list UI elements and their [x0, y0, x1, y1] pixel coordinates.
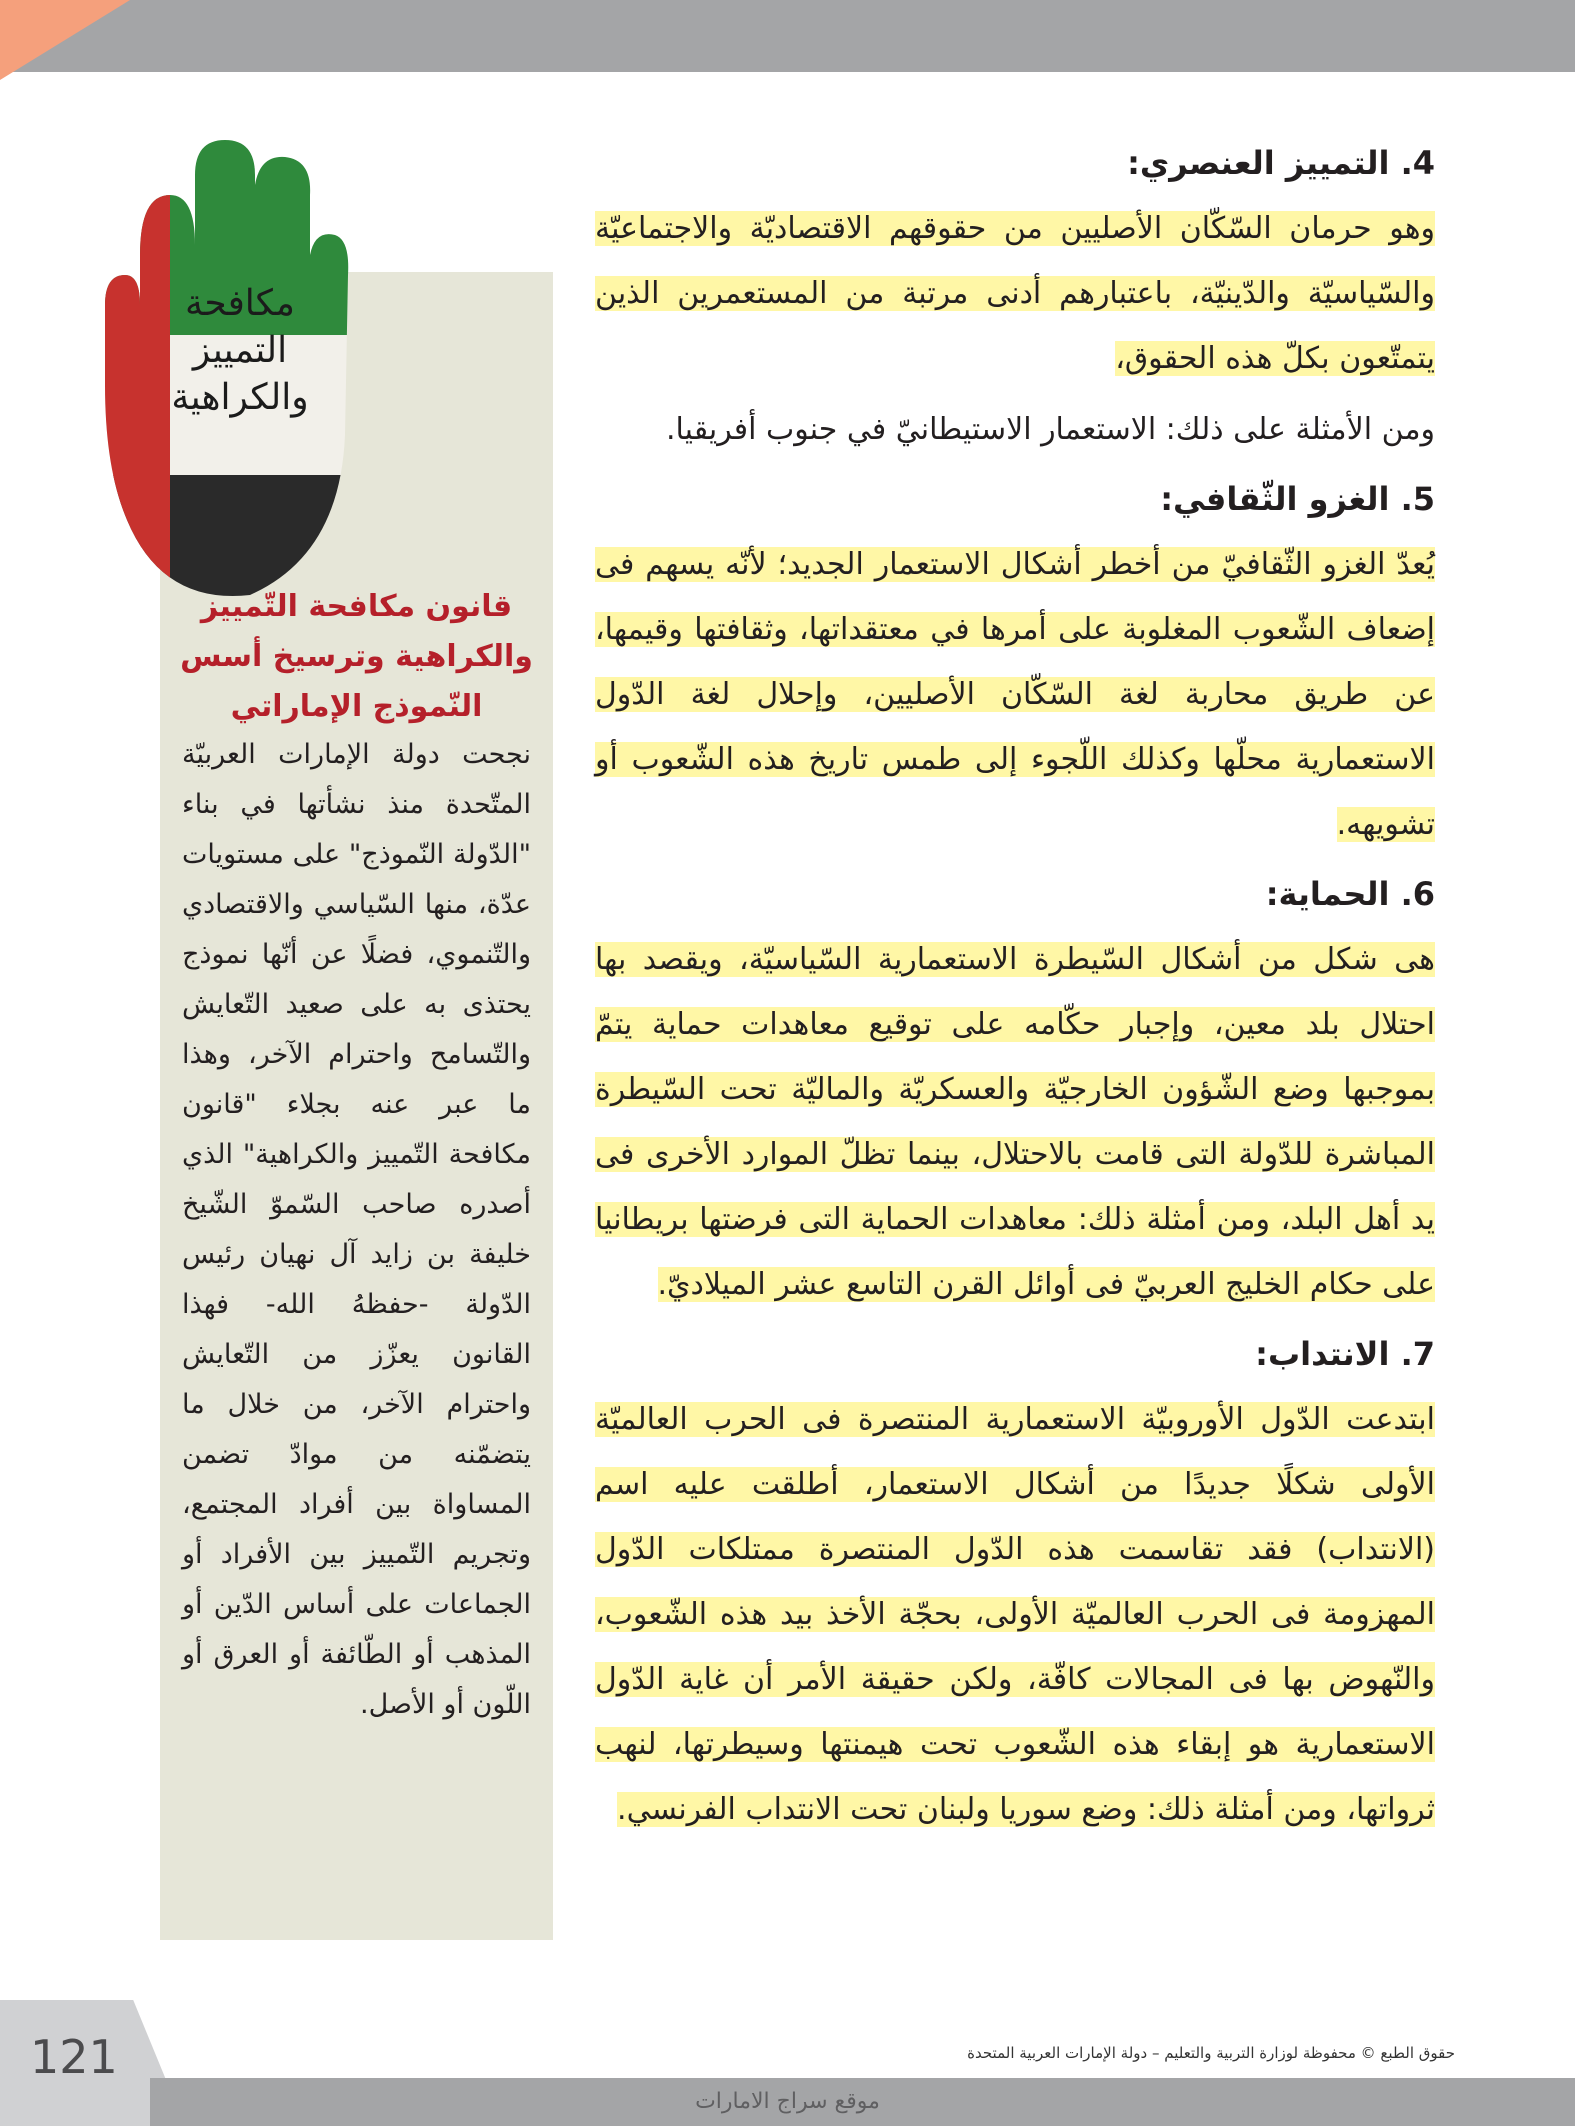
section-paragraph: ومن الأمثلة على ذلك: الاستعمار الاستيطانيّ في جنوب أفريقيا.: [665, 412, 1435, 447]
highlighted-text: ابتدعت الدّول الأوروبيّة الاستعمارية المنتصرة فى الحرب العالميّة الأولى شكلًا جديدًا من أشكال الاستعمار، أطلقت عليه اسم (الانتداب) فقد تقاسمت هذه الدّول المنتصرة ممتلكات الدّول المهزومة فى الحرب العالميّة الأولى، بحجّة الأخذ بيد هذه الشّعوب، والنّهوض بها فى المجالات كافّة، ولكن حقيقة الأمر أن غاية الدّول الاستعمارية هو إبقاء هذه الشّعوب تحت هيمنتها وسيطرتها، لنهب ثرواتها، ومن أمثلة ذلك: وضع سوريا ولبنان تحت الانتداب الفرنسي.: [595, 1402, 1435, 1827]
section-racial-discrimination: [595, 140, 1435, 462]
footer-watermark: موقع سراج الامارات: [695, 2089, 880, 2114]
sidebar-body: نجحت دولة الإمارات العربيّة المتّحدة منذ نشأتها في بناء "الدّولة النّموذج" على مستويات عدّة، منها السّياسي والاقتصادي والتّنموي، فضلًا عن أنّها نموذج يحتذى به على صعيد التّعايش والتّسامح واحترام الآخر، وهذا ما عبر عنه بجلاء "قانون مكافحة التّمييز والكراهية" الذي أصدره صاحب السّموّ الشّيخ خليفة بن زايد آل نهيان رئيس الدّولة -حفظهُ الله- فهذا القانون يعزّز من التّعايش واحترام الآخر، من خلال ما يتضمّنه من موادّ تضمن المساواة بين أفراد المجتمع، وتجريم التّمييز بين الأفراد أو الجماعات على أساس الدّين أو المذهب أو الطّائفة أو العرق أو اللّون أو الأصل.: [182, 739, 531, 1720]
hand-text-line: مكافحة: [185, 283, 295, 324]
section-mandate: [595, 1331, 1435, 1842]
section-paragraph: [595, 927, 1435, 1317]
highlighted-text: يُعدّ الغزو الثّقافيّ من أخطر أشكال الاستعمار الجديد؛ لأنّه يسهم فى إضعاف الشّعوب المغلوبة على أمرها في معتقداتها، وثقافتها وقيمها، عن طريق محاربة لغة السّكّان الأصليين، وإحلال لغة الدّول الاستعمارية محلّها وكذلك اللّجوء إلى طمس تاريخ هذه الشّعوب أو تشويهه.: [595, 547, 1435, 842]
section-title: 5. الغزو الثّقافي:: [1160, 480, 1435, 518]
section-title: 4. التمييز العنصري:: [1127, 144, 1435, 182]
page-number: 121: [30, 2030, 118, 2084]
hand-text-line: والكراهية: [171, 377, 309, 418]
hand-text-line: التمييز: [192, 330, 288, 371]
section-protection: [595, 871, 1435, 1317]
section-paragraph: [595, 1387, 1435, 1842]
hand-illustration: [100, 135, 350, 605]
top-bar: [0, 0, 1575, 72]
highlighted-text: هى شكل من أشكال السّيطرة الاستعمارية السّياسيّة، ويقصد بها احتلال بلد معين، وإجبار حكّامه على توقيع معاهدات حماية يتمّ بموجبها وضع الشّؤون الخارجيّة والعسكريّة والماليّة تحت السّيطرة المباشرة للدّولة التى قامت بالاحتلال، بينما تظلّ الموارد الأخرى فى يد أهل البلد، ومن أمثلة ذلك: معاهدات الحماية التى فرضتها بريطانيا على حكام الخليج العربيّ فى أوائل القرن التاسع عشر الميلاديّ.: [595, 942, 1435, 1302]
copyright-notice: حقوق الطبع © محفوظة لوزارة التربية والتعليم – دولة الإمارات العربية المتحدة: [967, 2044, 1455, 2062]
highlighted-text: وهو حرمان السّكّان الأصليين من حقوقهم الاقتصاديّة والاجتماعيّة والسّياسيّة والدّينيّة، باعتبارهم أدنى مرتبة من المستعمرين الذين يتمتّعون بكلّ هذه الحقوق،: [595, 211, 1435, 376]
section-title: 7. الانتداب:: [1255, 1335, 1435, 1373]
sidebar-title: قانون مكافحة التّمييز والكراهية وترسيخ أسس النّموذج الإماراتي: [180, 589, 533, 724]
main-content: [595, 140, 1435, 1848]
section-cultural-invasion: [595, 476, 1435, 857]
section-paragraph: [595, 196, 1435, 391]
top-corner-accent: [0, 0, 130, 80]
section-paragraph: [595, 532, 1435, 857]
section-title: 6. الحماية:: [1265, 875, 1435, 913]
